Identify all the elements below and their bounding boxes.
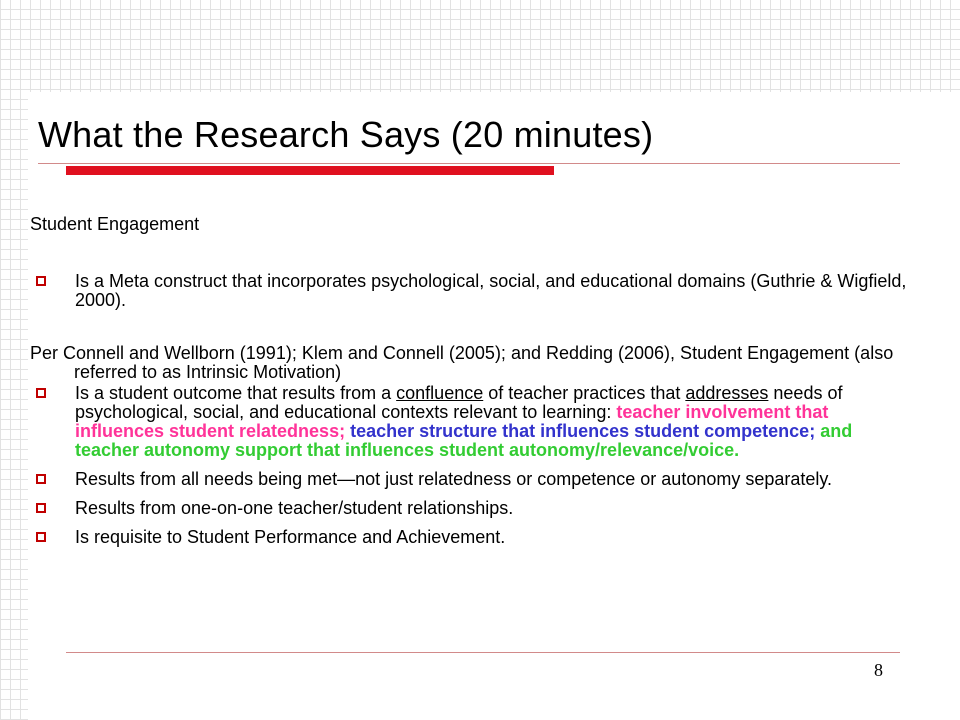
slide-body <box>30 215 910 547</box>
section-heading: Student Engagement <box>30 214 200 234</box>
underlined-term-addresses: addresses <box>685 383 769 403</box>
intro-paragraph: Per Connell and Wellborn (1991); Klem and Connell (2005); and Redding (2006), Student Engagement (also referred to as Intrinsic Motivation) <box>30 343 894 382</box>
bullet-meta-construct <box>30 272 910 310</box>
bullet-relationships <box>30 499 910 518</box>
title-accent-bar <box>66 166 554 175</box>
square-bullet-icon <box>36 388 46 398</box>
bullet-text: Is requisite to Student Performance and Achievement. <box>75 527 506 547</box>
bullet-text-part: of teacher practices that <box>483 383 686 403</box>
bullet-text: Is a Meta construct that incorporates psychological, social, and educational domains (Guthrie & Wigfield, 2000). <box>75 271 907 310</box>
underlined-term-confluence: confluence <box>396 383 484 403</box>
bullet-text: Results from one-on-one teacher/student relationships. <box>75 498 514 518</box>
bullet-text: Results from all needs being met—not just relatedness or competence or autonomy separately. <box>75 469 833 489</box>
square-bullet-icon <box>36 503 46 513</box>
highlight-competence: teacher structure that influences student competence; <box>345 421 816 441</box>
slide-title: What the Research Says (20 minutes) <box>38 114 654 155</box>
square-bullet-icon <box>36 474 46 484</box>
bullet-requisite <box>30 528 910 547</box>
highlight-relatedness: teacher involvement that influences student relatedness; <box>75 402 829 441</box>
square-bullet-icon <box>36 276 46 286</box>
bullet-text-part: needs of psychological, social, and educational contexts relevant to learning: <box>75 383 843 422</box>
square-bullet-icon <box>36 532 46 542</box>
bullet-student-outcome <box>30 384 910 460</box>
bullet-all-needs <box>30 470 910 489</box>
bullet-text-part: Is a student outcome that results from a <box>75 383 397 403</box>
page-number: 8 <box>874 660 883 680</box>
title-divider-line <box>38 163 900 164</box>
highlight-autonomy: and teacher autonomy support that influences student autonomy/relevance/voice. <box>75 421 853 460</box>
footer-divider-line <box>66 652 900 653</box>
